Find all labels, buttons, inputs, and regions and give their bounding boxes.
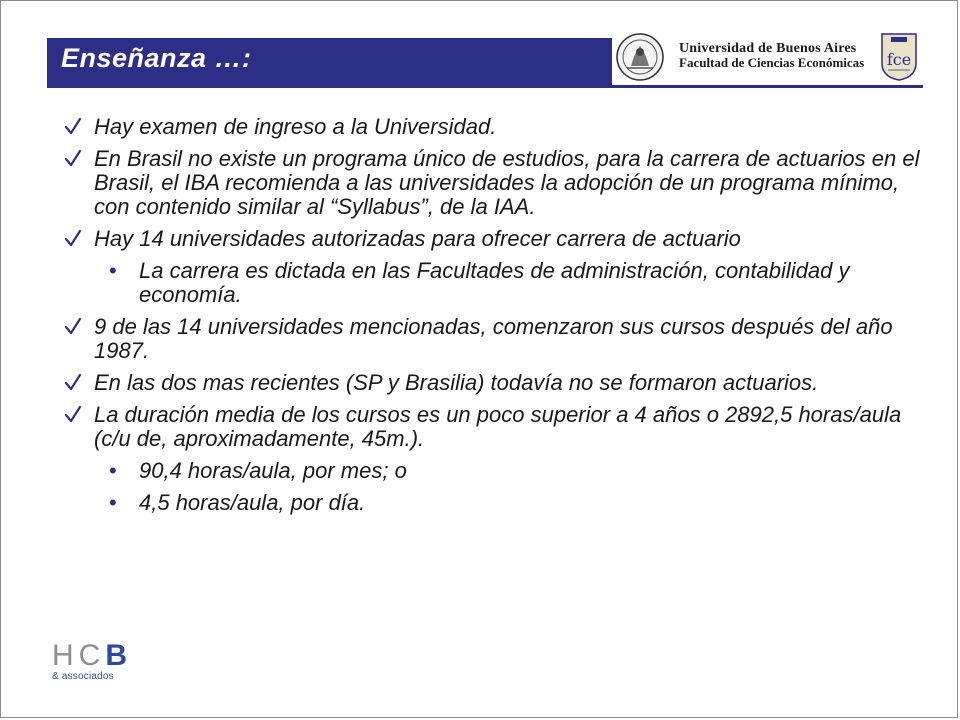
hcb-logo-subtitle: & associados bbox=[52, 671, 114, 682]
hcb-logo-letters bbox=[52, 641, 132, 671]
university-seal-icon bbox=[615, 32, 665, 82]
item-text: En las dos mas recientes (SP y Brasilia) todavía no se formaron actuarios. bbox=[94, 370, 819, 395]
university-logo-area bbox=[615, 30, 923, 85]
bullet-icon: • bbox=[109, 458, 117, 483]
checklist-item bbox=[63, 147, 923, 219]
fce-logo-icon bbox=[879, 31, 919, 81]
hcb-logo-b: B bbox=[105, 639, 133, 672]
checklist-item bbox=[63, 403, 923, 451]
university-name-line2: Facultad de Ciencias Económicas bbox=[679, 55, 865, 70]
item-text: En Brasil no existe un programa único de estudios, para la carrera de actuarios en el Brasil, el IBA recomienda a las universidades la adopción de un programa mínimo, con contenido similar al “Syllabus”, de la IAA. bbox=[94, 146, 920, 219]
title-bar bbox=[47, 38, 612, 85]
svg-text:fce: fce bbox=[886, 50, 912, 69]
item-text: 9 de las 14 universidades mencionadas, comenzaron sus cursos después del año 1987. bbox=[94, 314, 893, 363]
item-text: 90,4 horas/aula, por mes; o bbox=[139, 458, 407, 483]
bullet-item bbox=[63, 491, 923, 515]
checkmark-icon bbox=[63, 147, 83, 169]
checkmark-icon bbox=[63, 115, 83, 137]
checkmark-icon bbox=[63, 315, 83, 337]
hcb-logo bbox=[52, 641, 132, 682]
item-text: La duración media de los cursos es un poco superior a 4 años o 2892,5 horas/aula (c/u de, aproximadamente, 45m.). bbox=[94, 402, 902, 451]
hcb-logo-h: H bbox=[52, 639, 79, 672]
header-divider bbox=[47, 85, 923, 88]
checklist-item bbox=[63, 115, 923, 139]
checklist-item bbox=[63, 371, 923, 395]
checkmark-icon bbox=[63, 403, 83, 425]
hcb-logo-c: C bbox=[78, 639, 106, 672]
university-name-line1: Universidad de Buenos Aires bbox=[679, 41, 857, 56]
checkmark-icon bbox=[63, 227, 83, 249]
bullet-item bbox=[63, 459, 923, 483]
university-name bbox=[679, 42, 864, 70]
item-text: La carrera es dictada en las Facultades de administración, contabilidad y economía. bbox=[139, 258, 850, 307]
bullet-icon: • bbox=[109, 490, 117, 515]
bullet-item bbox=[63, 259, 923, 307]
slide-title: Enseñanza …: bbox=[61, 43, 252, 73]
item-text: Hay 14 universidades autorizadas para ofrecer carrera de actuario bbox=[94, 226, 741, 251]
bullet-icon: • bbox=[109, 258, 117, 283]
item-text: 4,5 horas/aula, por día. bbox=[139, 490, 366, 515]
content-list bbox=[63, 115, 923, 523]
checklist-item bbox=[63, 227, 923, 251]
item-text: Hay examen de ingreso a la Universidad. bbox=[94, 114, 497, 139]
checklist-item bbox=[63, 315, 923, 363]
checkmark-icon bbox=[63, 371, 83, 393]
